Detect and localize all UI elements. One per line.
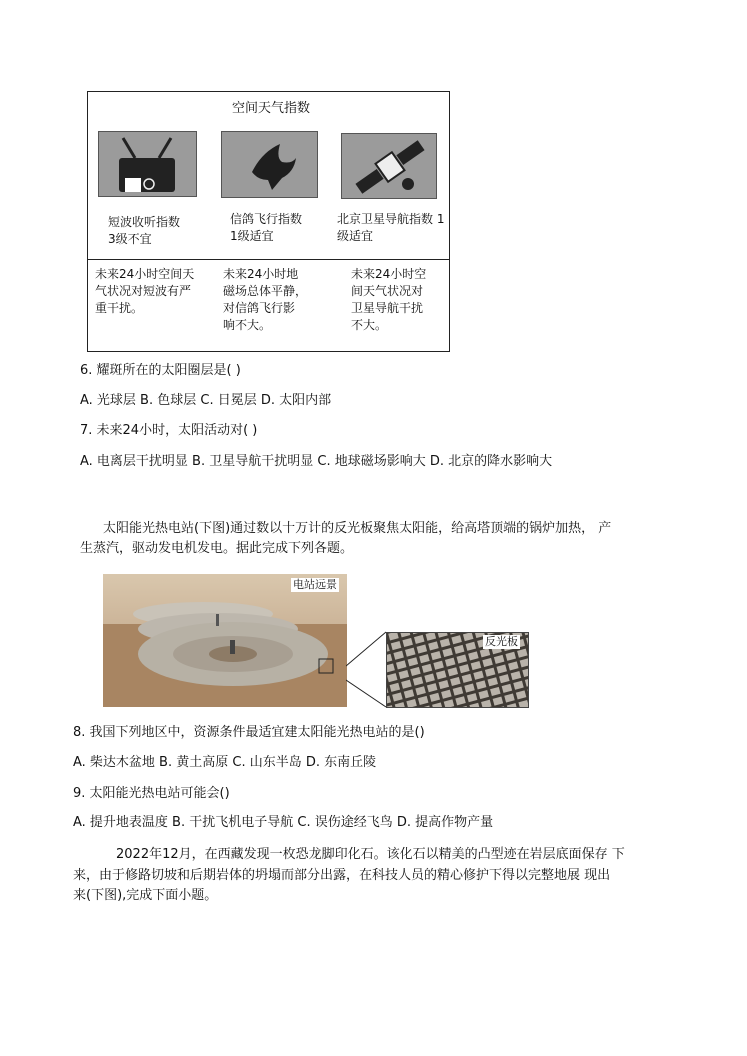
satellite-description: 未来24小时空 间天气状况对 卫星导航干扰 不大。: [351, 267, 427, 332]
space-weather-title: 空间天气指数: [232, 101, 311, 116]
reflector-closeup-photo: [386, 632, 529, 708]
paragraph-2-line-3: 来(下图),完成下面小题。: [73, 888, 218, 903]
zoom-connector-lines: [346, 630, 388, 710]
paragraph-1-line-1: 太阳能光热电站(下图)通过数以十万计的反光板聚焦太阳能，给高塔顶端的锅炉加热， 产: [103, 521, 612, 536]
satellite-index-label: 北京卫星导航指数 1 级适宜: [337, 212, 445, 243]
question-9-options: A. 提升地表温度 B. 干扰飞机电子导航 C. 误伤途经飞鸟 D. 提高作物产量: [73, 815, 494, 830]
distant-view-tag: 电站远景: [293, 578, 337, 591]
satellite-icon: [341, 133, 437, 199]
solar-plant-photo: [103, 574, 347, 707]
radio-index-label: 短波收听指数 3级不宜: [108, 215, 181, 246]
paragraph-1-line-2: 生蒸汽，驱动发电机发电。据此完成下列各题。: [80, 541, 354, 556]
question-6-options: A. 光球层 B. 色球层 C. 日冕层 D. 太阳内部: [80, 393, 332, 408]
question-7-options: A. 电离层干扰明显 B. 卫星导航干扰明显 C. 地球磁场影响大 D. 北京的降水影响大: [80, 454, 553, 469]
pigeon-description: 未来24小时地 磁场总体平静， 对信鸽飞行影 响不大。: [223, 267, 308, 332]
table-divider: [87, 259, 450, 260]
question-9-stem: 9. 太阳能光热电站可能会(): [73, 786, 230, 801]
question-8-options: A. 柴达木盆地 B. 黄土高原 C. 山东半岛 D. 东南丘陵: [73, 755, 377, 770]
radio-icon: [98, 131, 197, 197]
question-8-stem: 8. 我国下列地区中，资源条件最适宜建太阳能光热电站的是(): [73, 725, 425, 740]
paragraph-2-line-2: 来，由于修路切坡和后期岩体的坍塌而部分出露，在科技人员的精心修护下得以完整地展 现出: [73, 868, 611, 883]
radio-description: 未来24小时空间天 气状况对短波有严 重干扰。: [95, 267, 195, 315]
question-6-stem: 6. 耀斑所在的太阳圈层是( ): [80, 363, 241, 378]
question-7-stem: 7. 未来24小时，太阳活动对( ): [80, 423, 258, 438]
pigeon-icon: [221, 131, 318, 198]
pigeon-index-label: 信鸽飞行指数 1级适宜: [230, 212, 303, 243]
reflector-tag: 反光板: [485, 635, 518, 648]
paragraph-2-line-1: 2022年12月，在西藏发现一枚恐龙脚印化石。该化石以精美的凸型迹在岩层底面保存 下: [116, 847, 625, 862]
